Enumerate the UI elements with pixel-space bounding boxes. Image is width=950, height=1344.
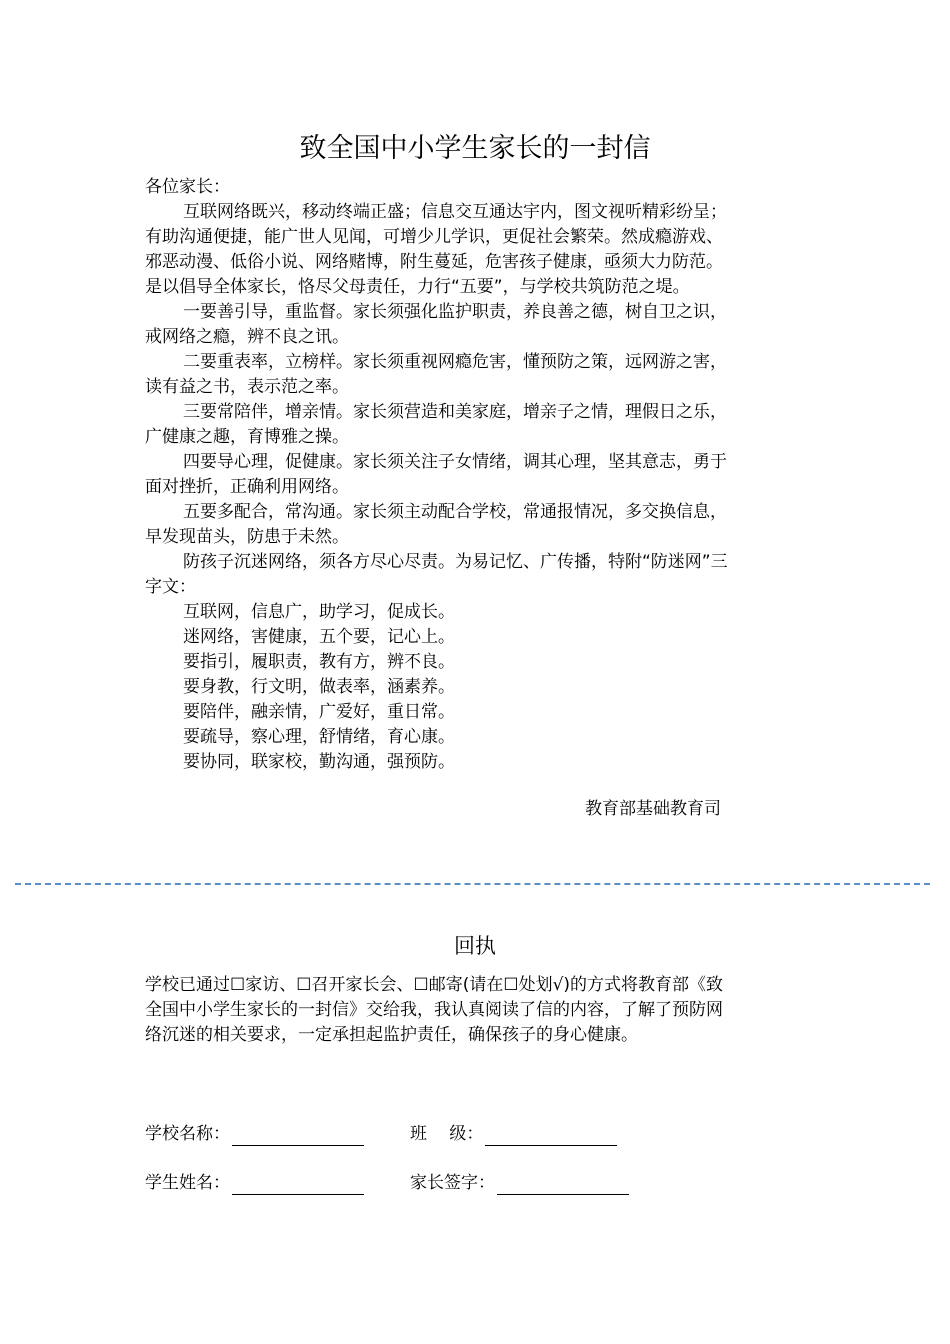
verse-line: 要疏导，察心理，舒情绪，育心康。 (183, 727, 455, 747)
student-name-blank[interactable] (232, 1176, 364, 1195)
school-name-blank[interactable] (232, 1127, 364, 1146)
paragraph-line: 五要多配合，常沟通。家长须主动配合学校，常通报情况，多交换信息， (183, 502, 727, 522)
parent-signature-field (410, 1171, 629, 1195)
paragraph-line: 是以倡导全体家长，恪尽父母责任，力行“五要”，与学校共筑防范之堤。 (145, 277, 690, 297)
paragraph-line: 一要善引导，重监督。家长须强化监护职责，养良善之德，树自卫之识， (183, 302, 727, 322)
parent-signature-label: 家长签字： (410, 1173, 495, 1193)
verse-line: 要指引，履职责，教有方，辨不良。 (183, 652, 455, 672)
school-name-label: 学校名称： (145, 1124, 230, 1144)
paragraph-line: 早发现苗头，防患于未然。 (145, 527, 349, 547)
paragraph-line: 三要常陪伴，增亲情。家长须营造和美家庭，增亲子之情，理假日之乐， (183, 402, 727, 422)
letter-signature: 教育部基础教育司 (585, 799, 721, 819)
salutation: 各位家长： (145, 177, 230, 197)
paragraph-line: 四要导心理，促健康。家长须关注子女情绪，调其心理，坚其意志，勇于 (183, 452, 727, 472)
verse-line: 互联网，信息广，助学习，促成长。 (183, 602, 455, 622)
verse-line: 迷网络，害健康，五个要，记心上。 (183, 627, 455, 647)
paragraph-line: 邪恶动漫、低俗小说、网络赌博，附生蔓延，危害孩子健康，亟须大力防范。 (145, 252, 723, 272)
receipt-text-line: 学校已通过☐家访、☐召开家长会、☐邮寄(请在☐处划√)的方式将教育部《致 (145, 975, 724, 995)
student-name-label: 学生姓名： (145, 1173, 230, 1193)
paragraph-line: 字文： (145, 577, 196, 597)
school-name-field (145, 1122, 364, 1146)
class-field (410, 1122, 617, 1146)
student-name-field (145, 1171, 364, 1195)
paragraph-line: 互联网络既兴，移动终端正盛；信息交互通达宇内，图文视听精彩纷呈； (183, 202, 727, 222)
class-blank[interactable] (485, 1127, 617, 1146)
paragraph-line: 广健康之趣，育博雅之操。 (145, 427, 349, 447)
receipt-title: 回执 (454, 934, 496, 958)
receipt-text-line: 络沉迷的相关要求，一定承担起监护责任，确保孩子的身心健康。 (145, 1025, 638, 1045)
verse-line: 要身教，行文明，做表率，涵素养。 (183, 677, 455, 697)
verse-line: 要陪伴，融亲情，广爱好，重日常。 (183, 702, 455, 722)
paragraph-line: 面对挫折，正确利用网络。 (145, 477, 349, 497)
parent-signature-blank[interactable] (497, 1176, 629, 1195)
cut-line-divider (15, 883, 930, 885)
paragraph-line: 防孩子沉迷网络，须各方尽心尽责。为易记忆、广传播，特附“防迷网”三 (183, 552, 728, 572)
letter-title: 致全国中小学生家长的一封信 (299, 133, 651, 164)
class-label: 班 级： (410, 1124, 484, 1144)
verse-line: 要协同，联家校，勤沟通，强预防。 (183, 752, 455, 772)
receipt-text-line: 全国中小学生家长的一封信》交给我，我认真阅读了信的内容，了解了预防网 (145, 1000, 723, 1020)
paragraph-line: 戒网络之瘾，辨不良之讯。 (145, 327, 349, 347)
paragraph-line: 读有益之书，表示范之率。 (145, 377, 349, 397)
paragraph-line: 二要重表率，立榜样。家长须重视网瘾危害，懂预防之策，远网游之害， (183, 352, 727, 372)
paragraph-line: 有助沟通便捷，能广世人见闻，可增少儿学识，更促社会繁荣。然成瘾游戏、 (145, 227, 723, 247)
